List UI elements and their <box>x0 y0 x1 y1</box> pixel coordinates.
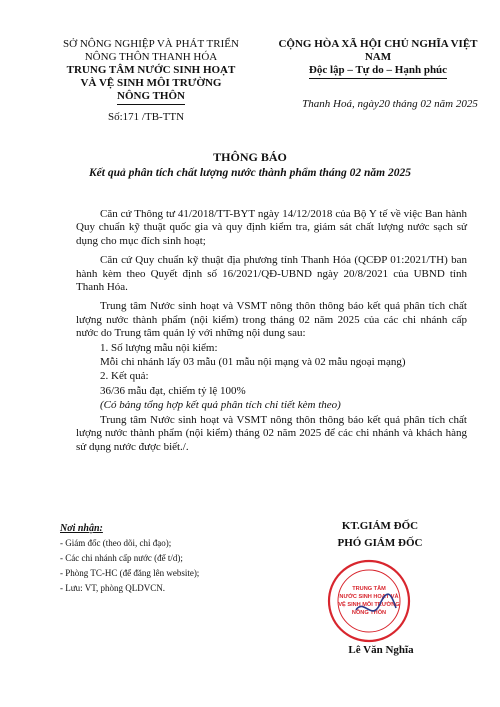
ministry-line-1: SỞ NÔNG NGHIỆP VÀ PHÁT TRIỂN <box>63 38 239 50</box>
body-paragraph-2: Căn cứ Quy chuẩn kỹ thuật địa phương tỉnh Thanh Hóa (QCĐP 01:2021/TH) ban hành kèm theo Quyết định số 16/2021/QĐ-UBND ngày 20/8/2021 của UBND tỉnh Thanh Hóa. <box>76 254 467 294</box>
document-number: Số:171 /TB-TTN <box>108 111 185 123</box>
stamp-text-3: VỆ SINH MÔI TRƯỜNG <box>338 602 400 608</box>
national-motto: Độc lập – Tự do – Hạnh phúc <box>309 64 447 79</box>
body-item-2: 2. Kết quả: <box>100 370 149 383</box>
issuing-agency-block <box>42 38 260 105</box>
body-paragraph-3: Trung tâm Nước sinh hoạt và VSMT nông thôn thông báo kết quả phân tích chất lượng nước thành phẩm (nội kiểm) trong tháng 02 năm 2025 của các chi nhánh cấp nước do Trung tâm quản lý với những nội dung sau: <box>76 300 467 340</box>
body-paragraph-4: Trung tâm Nước sinh hoạt và VSMT nông thôn thông báo kết quả phân tích chất lượng nước thành phẩm (nội kiểm) tháng 02 năm 2025 để các chi nhánh và khách hàng sử dụng nước được biết./. <box>76 413 467 453</box>
recipient-item: - Lưu: VT, phòng QLDVCN. <box>60 583 166 593</box>
recipients-header: Nơi nhận: <box>60 523 103 534</box>
org-line-3: NÔNG THÔN <box>117 90 185 105</box>
document-subtitle: Kết quả phân tích chất lượng nước thành phẩm tháng 02 năm 2025 <box>88 167 411 179</box>
recipients-block <box>60 521 280 596</box>
stamp-inner-ring <box>338 570 400 632</box>
body-item-2-detail: 36/36 mẫu đạt, chiếm tỷ lệ 100% <box>100 384 246 397</box>
org-line-2: VÀ VỆ SINH MÔI TRƯỜNG <box>80 77 222 89</box>
body-paragraph-1: Căn cứ Thông tư 41/2018/TT-BYT ngày 14/12/2018 của Bộ Y tế về việc Ban hành Quy chuẩn kỹ thuật quốc gia và quy định kiểm tra, giám sát chất lượng nước sạch sử dụng cho mục đích sinh hoạt; <box>76 208 467 247</box>
body-item-1-detail: Mỗi chi nhánh lấy 03 mẫu (01 mẫu nội mạng và 02 mẫu ngoại mạng) <box>100 356 406 369</box>
stamp-text-1: TRUNG TÂM <box>352 586 386 592</box>
national-header-block <box>268 38 488 79</box>
recipient-item: - Giám đốc (theo dõi, chỉ đạo); <box>60 538 172 548</box>
signature-line-2: PHÓ GIÁM ĐỐC <box>337 537 423 549</box>
country-name: CỘNG HÒA XÃ HỘI CHỦ NGHĨA VIỆT NAM <box>278 38 478 63</box>
document-body <box>76 208 467 460</box>
signature-line-1: KT.GIÁM ĐỐC <box>341 520 419 532</box>
document-title: THÔNG BÁO <box>213 150 287 164</box>
org-line-1: TRUNG TÂM NƯỚC SINH HOẠT <box>66 64 236 76</box>
official-stamp <box>326 558 412 644</box>
place-and-date: Thanh Hoá, ngày20 tháng 02 năm 2025 <box>302 98 478 110</box>
recipient-item: - Phòng TC-HC (để đăng lên website); <box>60 568 200 578</box>
signature-title-block <box>300 518 460 552</box>
recipient-item: - Các chi nhánh cấp nước (để t/d); <box>60 553 183 563</box>
body-item-1: 1. Số lượng mẫu nội kiểm: <box>100 341 218 354</box>
stamp-text-4: NÔNG THÔN <box>351 610 387 616</box>
stamp-text-2: NƯỚC SINH HOẠT VÀ <box>339 594 399 600</box>
stamp-outer-ring <box>329 561 409 641</box>
body-attachment-note: (Có bảng tổng hợp kết quả phân tích chi tiết kèm theo) <box>100 399 341 412</box>
ministry-line-2: NÔNG THÔN THANH HÓA <box>84 51 218 63</box>
signer-name: Lê Văn Nghĩa <box>348 644 414 656</box>
